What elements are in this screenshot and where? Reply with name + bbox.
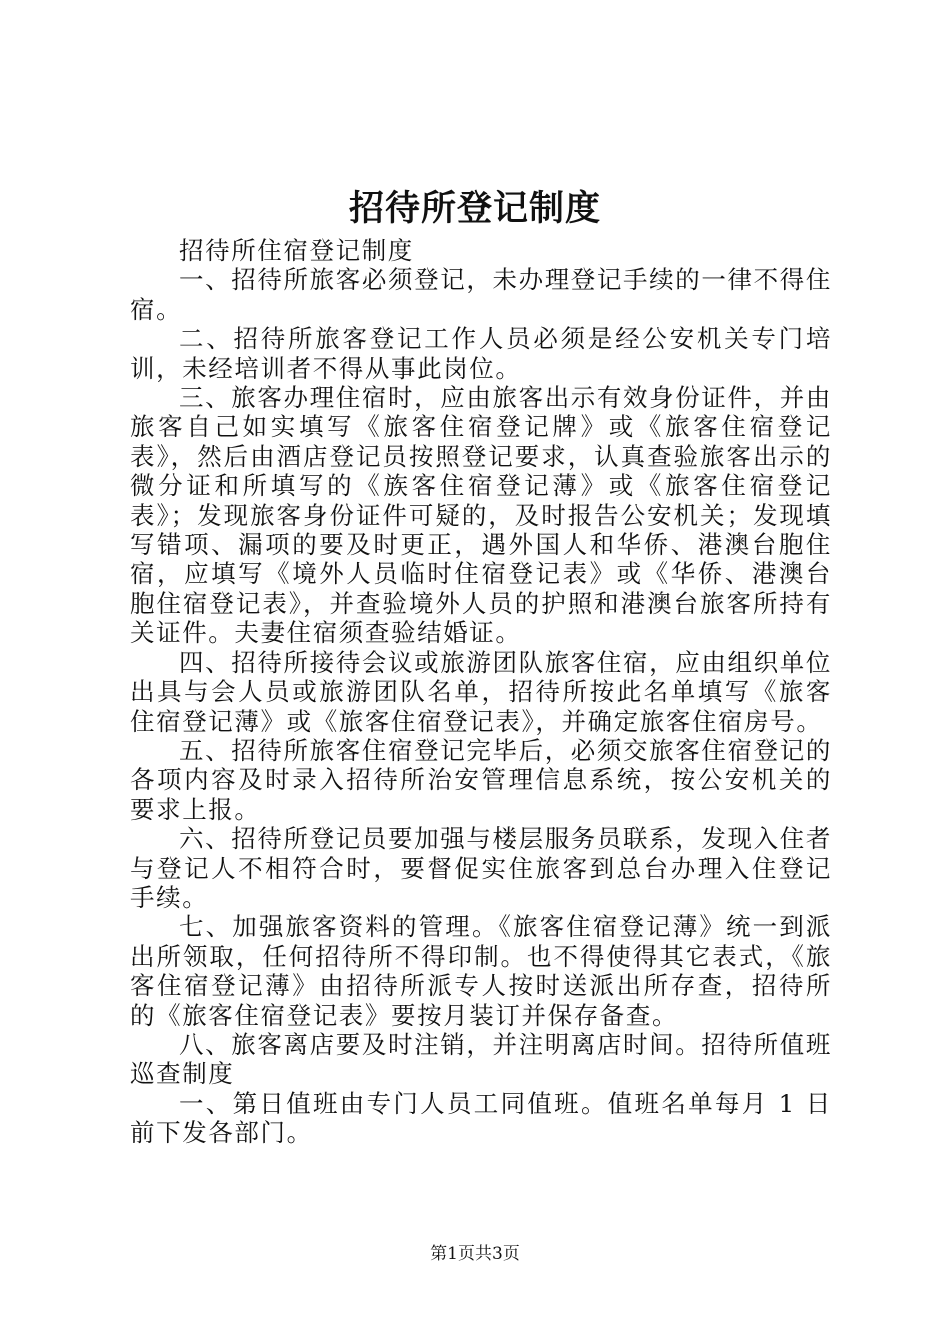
paragraph-rule-2: 二、招待所旅客登记工作人员必须是经公安机关专门培训，未经培训者不得从事此岗位。	[130, 324, 832, 383]
paragraph-subtitle: 招待所住宿登记制度	[179, 236, 414, 265]
paragraph-rule-8: 八、旅客离店要及时注销，并注明离店时间。招待所值班巡查制度	[130, 1029, 832, 1089]
paragraph-rule-7: 七、加强旅客资料的管理。《旅客住宿登记薄》统一到派出所领取，任何招待所不得印制。也不得使得其它表式，《旅客住宿登记薄》由招待所派专人按时送派出所存查，招待所的《旅客住宿登记表》要按月装订并保存备查。	[130, 912, 832, 1030]
page-footer	[0, 1242, 950, 1266]
document-title: 招待所登记制度	[348, 188, 601, 229]
paragraph-duty-rule-1: 一、第日值班由专门人员工同值班。值班名单每月 1 日前下发各部门。	[130, 1088, 832, 1148]
paragraph-rule-4: 四、招待所接待会议或旅游团队旅客住宿，应由组织单位出具与会人员或旅游团队名单，招待所按此名单填写《旅客住宿登记薄》或《旅客住宿登记表》，并确定旅客住宿房号。	[130, 647, 832, 736]
page-number: 第1页	[430, 1244, 475, 1264]
paragraph-rule-3: 三、旅客办理住宿时，应由旅客出示有效身份证件，并由旅客自己如实填写《旅客住宿登记牌》或《旅客住宿登记表》，然后由酒店登记员按照登记要求，认真查验旅客出示的微分证和所填写的《族客住宿登记薄》或《旅客住宿登记表》；发现旅客身份证件可疑的，及时报告公安机关；发现填写错项、漏项的要及时更正，遇外国人和华侨、港澳台胞住宿，应填写《境外人员临时住宿登记表》或《华侨、港澳台胞住宿登记表》，并查验境外人员的护照和港澳台旅客所持有关证件。夫妻住宿须查验结婚证。	[130, 383, 832, 648]
document-body	[130, 236, 832, 1148]
page-total: 共3页	[475, 1244, 520, 1264]
paragraph-rule-6: 六、招待所登记员要加强与楼层服务员联系，发现入住者与登记人不相符合时，要督促实住旅客到总台办理入住登记手续。	[130, 824, 832, 912]
paragraph-rule-1: 一、招待所旅客必须登记，未办理登记手续的一律不得住宿。	[130, 265, 832, 324]
paragraph-rule-5: 五、招待所旅客住宿登记完毕后，必须交旅客住宿登记的各项内容及时录入招待所治安管理信息系统，按公安机关的要求上报。	[130, 735, 832, 824]
